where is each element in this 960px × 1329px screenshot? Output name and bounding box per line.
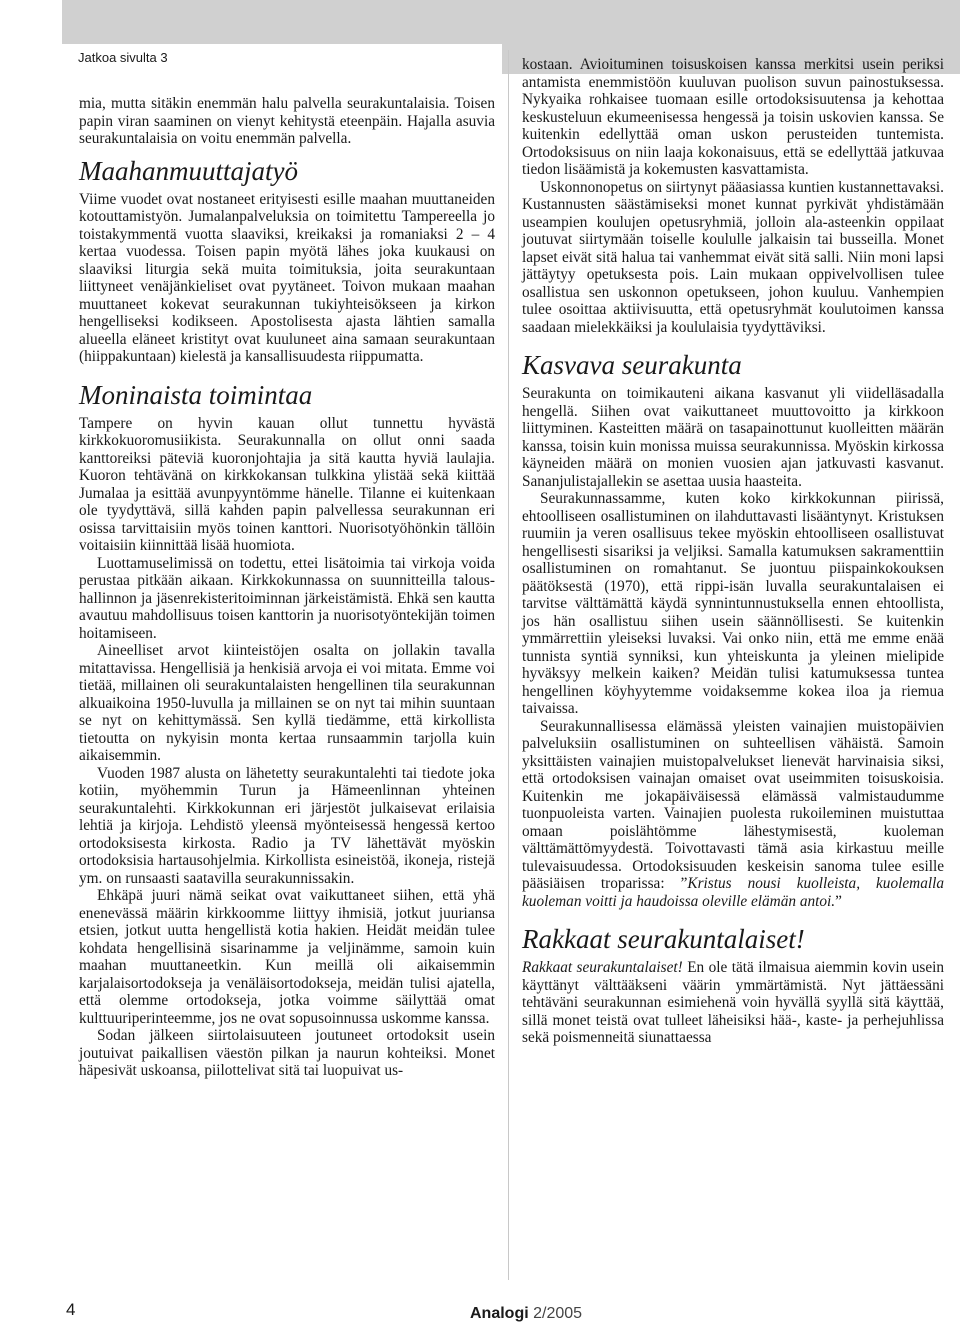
paragraph: Uskonnonopetus on siirtynyt pääasiassa kuntien kustannettavaksi. Kustannusten säästämiseksi monet kunnat pyrkivät yhdistämään useampien koulujen opetusryhmiä, jolloin ala-asteenkin oppilaat joutuvat siirtymään toiselle koululle jalkaisin tai busseilla. Monet lapset eivät sitä halua tai vanhemmat eivät sitä salli. Niin moni lapsi jättäytyy opetuksesta pois. Lain mukaan oppivelvollisen tulee osallistua sen uskonnon opetukseen, johon kuuluu. Vanhempien tulee osoittaa aktiivisuutta, että opetusryhmät koulutoimen kanssa saadaan mielekkäiksi ja koululaisia tyydyttäviksi. [522,178,944,336]
paragraph: Tampere on hyvin kauan ollut tunnettu hyvästä kirkkokuoromusiikista. Seurakunnalla on ollut onni saada kanttoreiksi päteviä kuoronjohtajia ja sitä kautta hyviä laulajia. Kuoron tehtävänä on kirkkokansan tulkkina ylistää sekä kiittää Jumalaa ja esittää avunpyyntömme hänelle. Tilanne ei kuitenkaan ole tyydyttävä, sillä kahden papin palvellessa seurakunnan eri osissa tarvittaisiin myös toinen kanttori. Nuorisotyöhönkin tällöin voitaisiin kiinnittää lisää huomiota. [79,414,495,554]
easter-troparion-quote: Kristus nousi kuolleista, kuolemalla kuoleman voitti ja haudoissa oleville elämän antoi. [522,875,944,910]
paragraph: Seurakunnassamme, kuten koko kirkkokunnan piirissä, ehtoolliseen osallistuminen on ilahduttavasti lisääntynyt. Kristuksen ruumiin ja veren osallisuus tekee myöskin ehtoolliseen osallistuvat hengellisesti sisariksi ja veljiksi. Samalla katumuksen sakramenttiin osallistuminen on romahtanut. Se juontuu piispainkokouksen päätöksestä (1970), että rippi-isän luvalla seurakuntalaisen ei tarvitse välttämättä käydä synnintunnustuksella ennen ehtoollista, jos hän osallistuu siihen usein säännöllisesti. Se kuitenkin ymmärrettiin yleiseksi luvaksi. Vai onko niin, että me emme enää tunnista syntiä synniksi, kun yhteiskunta ja yleinen mielipide hyväksyy melkein kaiken? Meidän tulisi katumuksessa tuntea hengellinen köyhyytemme voidaksemme kokea iloa ja riemua taivaissa. [522,490,944,717]
magazine-footer [470,1305,582,1323]
heading-maahanmuuttajatyo: Maahanmuuttajatyö [79,155,298,186]
heading-rakkaat-seurakuntalaiset: Rakkaat seurakuntalaiset! [522,924,805,954]
heading-moninaista-toimintaa: Moninaista toimintaa [79,379,313,410]
page-number: 4 [66,1300,76,1319]
left-column [79,95,495,1080]
paragraph: Aineelliset arvot kiinteistöjen osalta on jollakin tavalla mitattavissa. Hengellisiä ja henkisiä arvoja ei voi mitata. Emme voi tietää, millainen oli seurakuntalaisten hengellinen tila seurakunnan alkuaikoina 1950-luvulla ja millainen se on nyt tai mihin suuntaan se nyt on kehittymässä. Sen kyllä tiedämme, että kirkollista tietoutta on nykyisin monta kertaa runsaammin tarjolla kuin aikaisemmin. [79,642,495,764]
issue-number: 2/2005 [533,1305,583,1322]
paragraph: Ehkäpä juuri nämä seikat ovat vaikuttaneet siihen, että yhä enenevässä määrin kirkkoomme liittyy ihmisiä, jotkut juuriansa etsien, jotkut uutta hengellistä kotia hakien. Heidät meidän tulee kohdata hengellisinä sisarinamme ja veljinämme, samoin kuin maahan muuttaneetkin. Kun meillä oli aikaisemmin karjalaisortodokseja ja venäläisortodokseja, meidän tulisi ajatella, että olemme ortodokseja, jotka voimme säilyttää omat kulttuuriperinteemme, jos ne ovat sopusoinnussa uskomme kanssa. [79,887,495,1027]
right-column [522,56,944,1047]
paragraph [522,959,944,1047]
paragraph: Luottamuselimissä on todettu, ettei lisätoimia tai virkoja voida perustaa pitkään aikaan. Kirkkokunnassa on suunnitteilla taloushallinnon ja jäsenrekisteritoiminnan järkeistämistä. Ehkä sen kautta avautuu mahdollisuus toisen kanttorin ja nuorisotyöntekijän toimen hoitamiseen. [79,554,495,642]
paragraph: Viime vuodet ovat nostaneet erityisesti esille maahan muuttaneiden kotouttamistyön. Jumalanpalveluksia on toimitettu Tampereella jo toistakymmentä vuotta slaaviksi, kreikaksi ja romaniaksi 2 – 4 kertaa vuodessa. Toisen papin myötä lähes joka kuukausi on slaaviksi liturgia sekä muita toimituksia, joita seurakuntaan liittyneet venäjänkieliset ovat pyytäneet. Toivon mukaan maahan muuttaneet kokevat seurakunnan tukiyhteisökseen ja kirkon hengelliseksi kodikseen. Apostolisesta ajasta lähtien samalla alueella eläneet kristityt ovat kuuluneet aina samaan seurakuntaan (hiippakuntaan) kielestä ja kansallisuudesta riippumatta. [79,190,495,365]
magazine-name: Analogi [470,1305,529,1322]
paragraph-text: En ole tätä ilmaisua aiemmin kovin usein käyttänyt välttääkseni väärin ymmärtämistä. Nyt jättäessäni tehtäväni seurakunnan esimiehenä voin hyvällä syyllä sitä käyttää, sillä monet teistä ovat tulleet läheisiksi hää-, kaste- ja perhejuhlissa sekä poismenneitä siunattaessa [522,959,945,1046]
lead-in: Rakkaat seurakuntalaiset! [522,959,683,976]
paragraph-with-quote [522,718,944,911]
quote-close: ” [835,892,842,910]
continued-from-note: Jatkoa sivulta 3 [78,50,168,65]
paragraph: Sodan jälkeen siirtolaisuuteen joutuneet ortodoksit usein joutuivat paikallisen väestön pilkan ja naurun kohteiksi. Monet häpesivät uskoansa, piilottelivat sitä tai luopuivat us- [79,1027,495,1079]
paragraph-text: Seurakunnallisessa elämässä yleisten vainajien muistopäivien palveluksiin osallistuminen on suhteellisen vähäistä. Samoin yksittäisten vainajien muistopalvelukset lienevät harvinaisia siksi, että ortodoksisen vainajan omaiset ovat useimmiten toisuskoisia. Kuitenkin me jokapäiväisessä elämässä valmistaudumme tuonpuoleista varten. Vainajien puolesta rukoileminen muistuttaa omaan poislähtömme lähestymisestä, kuoleman välttämättömyydestä. Toivottavasti tämä asia kirkastuu meille tulevaisuudessa. Ortodoksisuuden keskeisin sanoma tulee esille pääsiäisen troparissa: ” [522,717,944,892]
paragraph: Seurakunta on toimikauteni aikana kasvanut yli viidelläsadalla hengellä. Siihen ovat vaikuttaneet muuttovoitto ja kirkkoon liittyminen. Kasteitten määrä on tasapainottunut kuolleitten määrän kanssa, toisin kuin monissa muissa seurakunnissa. Myöskin kirkossa käyneiden määrä on monien vuosien ajan jatkuvasti kasvanut. Sananjulistajallekin se asettaa uusia haasteita. [522,385,944,490]
paragraph: kostaan. Avioituminen toisuskoisen kanssa merkitsi usein periksi antamista enemmistöön kuuluvan puolison suvun painostuksessa. Nykyaika rohkaisee tuomaan esille ortodoksisuutensa ja kehottaa keskusteluun ekumeenisessa hengessä ja toisin uskovien kanssa. Se kuitenkin edellyttää oman uskon perusteiden tuntemista. Ortodoksisuus on niin laaja kokonaisuus, että se edellyttää jatkuvaa tiedon lisäämistä ja kokemusten kasvattamista. [522,56,944,178]
column-divider [508,50,509,1280]
paragraph: mia, mutta sitäkin enemmän halu palvella seurakuntalaisia. Toisen papin viran saaminen on vienyt kehitystä eteenpäin. Hajalla asuvia seurakuntalaisia on voitu enemmän palvella. [79,95,495,147]
paragraph: Vuoden 1987 alusta on lähetetty seurakuntalehti tai tiedote joka kotiin, myöhemmin Turun ja Hämeenlinnan yhteinen seurakuntalehti. Kirkkokunnan eri järjestöt julkaisevat erilaisia lehtiä ja kirjoja. Lehdistö yleensä myönteisessä hengessä kertoo ortodoksisesta kirkosta. Radio ja TV lähettävät myöskin ortodoksisia hartausohjelmia. Kirkollista esineistöä, ikoneja, ristejä ym. on runsaasti saatavilla seurakunnissakin. [79,764,495,887]
heading-kasvava-seurakunta: Kasvava seurakunta [522,350,742,380]
